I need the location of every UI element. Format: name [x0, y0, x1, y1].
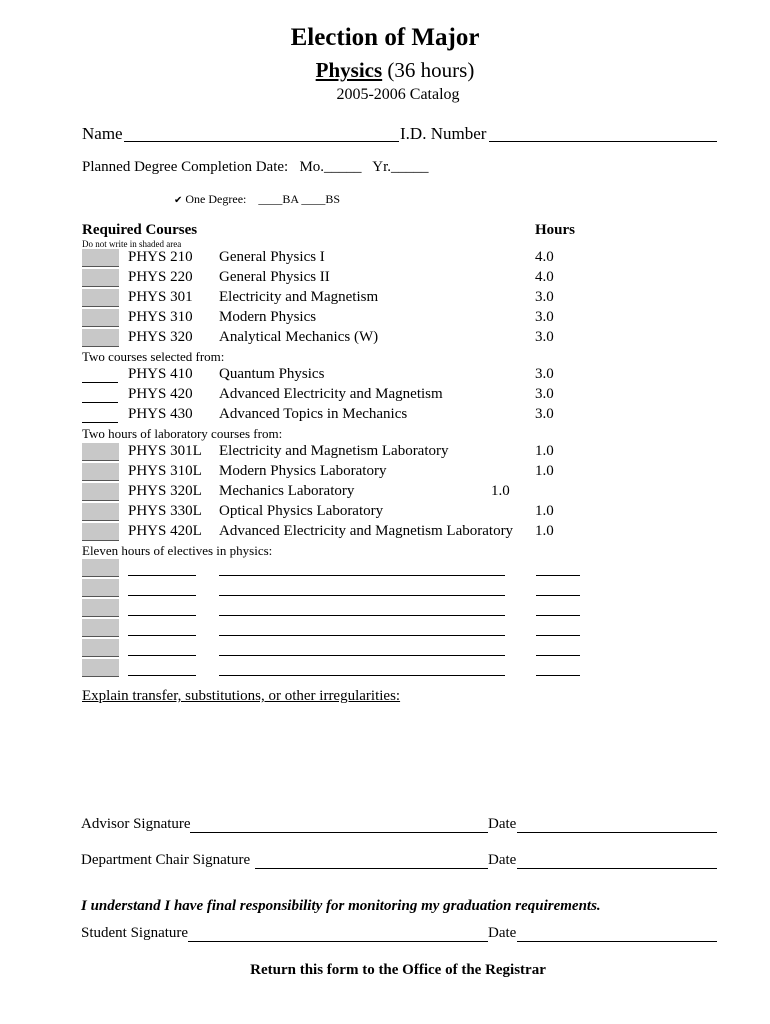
shaded-box — [82, 639, 119, 657]
course-code: PHYS 301L — [128, 443, 202, 459]
advisor-date-label: Date — [488, 816, 517, 832]
shaded-box — [82, 503, 119, 521]
student-signature-label: Student Signature — [81, 925, 189, 941]
course-code: PHYS 220 — [128, 269, 193, 285]
course-hours: 1.0 — [491, 483, 510, 499]
elective-hours-field[interactable] — [536, 675, 580, 676]
completion-date-label: Planned Degree Completion Date: — [82, 159, 289, 175]
shaded-box — [82, 329, 119, 347]
name-label: Name — [82, 124, 123, 143]
course-code: PHYS 410 — [128, 366, 193, 382]
course-code: PHYS 430 — [128, 406, 193, 422]
course-hours: 1.0 — [535, 503, 554, 519]
responsibility-statement: I understand I have final responsibility for monitoring my graduation requirements. — [81, 898, 601, 914]
form-title: Election of Major — [290, 24, 480, 51]
chair-date-field[interactable] — [517, 868, 717, 869]
elective-code-field[interactable] — [128, 635, 196, 636]
id-field[interactable] — [489, 141, 717, 142]
elective-name-field[interactable] — [219, 675, 505, 676]
advisor-signature-field[interactable] — [190, 832, 488, 833]
shaded-box — [82, 659, 119, 677]
checkmark-icon: ✔ — [174, 195, 183, 206]
chair-signature-label: Department Chair Signature — [81, 852, 251, 868]
course-name: Modern Physics Laboratory — [219, 463, 387, 479]
course-check-blank[interactable] — [82, 386, 118, 403]
degree-row — [174, 192, 340, 207]
course-hours: 3.0 — [535, 329, 554, 345]
major-subtitle — [0, 58, 770, 83]
elective-code-field[interactable] — [128, 615, 196, 616]
shaded-box — [82, 523, 119, 541]
course-hours: 1.0 — [535, 463, 554, 479]
month-field[interactable]: Mo._____ — [299, 159, 362, 175]
elective-name-field[interactable] — [219, 635, 505, 636]
course-check-blank[interactable] — [82, 366, 118, 383]
advisor-date-field[interactable] — [517, 832, 717, 833]
elective-name-field[interactable] — [219, 575, 505, 576]
course-name: Advanced Topics in Mechanics — [219, 406, 408, 422]
return-instruction: Return this form to the Office of the Registrar — [250, 962, 546, 978]
course-code: PHYS 420 — [128, 386, 193, 402]
ba-option[interactable]: ____BA — [258, 192, 299, 206]
selected-heading: Two courses selected from: — [82, 349, 225, 364]
course-name: Electricity and Magnetism — [219, 289, 379, 305]
course-name: Mechanics Laboratory — [219, 483, 355, 499]
bs-option[interactable]: ____BS — [301, 192, 341, 206]
completion-date-row — [82, 159, 429, 176]
student-date-label: Date — [488, 925, 517, 941]
course-code: PHYS 420L — [128, 523, 202, 539]
shaded-box — [82, 309, 119, 327]
course-name: Optical Physics Laboratory — [219, 503, 384, 519]
course-name: Quantum Physics — [219, 366, 325, 382]
elective-name-field[interactable] — [219, 595, 505, 596]
course-hours: 3.0 — [535, 406, 554, 422]
advisor-signature-label: Advisor Signature — [81, 816, 191, 832]
elective-hours-field[interactable] — [536, 655, 580, 656]
elective-code-field[interactable] — [128, 655, 196, 656]
course-code: PHYS 210 — [128, 249, 193, 265]
explain-label: Explain transfer, substitutions, or other irregularities: — [82, 688, 401, 704]
course-name: Modern Physics — [219, 309, 317, 325]
course-code: PHYS 310 — [128, 309, 193, 325]
course-hours: 3.0 — [535, 386, 554, 402]
student-date-field[interactable] — [517, 941, 717, 942]
elective-name-field[interactable] — [219, 655, 505, 656]
course-name: General Physics I — [219, 249, 325, 265]
course-hours: 1.0 — [535, 443, 554, 459]
elective-code-field[interactable] — [128, 575, 196, 576]
course-hours: 4.0 — [535, 249, 554, 265]
course-name: Advanced Electricity and Magnetism — [219, 386, 443, 402]
catalog-year: 2005-2006 Catalog — [336, 86, 460, 103]
lab-heading: Two hours of laboratory courses from: — [82, 426, 283, 441]
shaded-box — [82, 443, 119, 461]
shaded-box — [82, 619, 119, 637]
chair-date-label: Date — [488, 852, 517, 868]
id-label: I.D. Number — [400, 124, 487, 143]
course-hours: 4.0 — [535, 269, 554, 285]
course-check-blank[interactable] — [82, 406, 118, 423]
course-code: PHYS 320 — [128, 329, 193, 345]
chair-signature-field[interactable] — [255, 868, 488, 869]
hours-note: (36 hours) — [387, 58, 475, 82]
course-code: PHYS 310L — [128, 463, 202, 479]
course-code: PHYS 301 — [128, 289, 193, 305]
elective-hours-field[interactable] — [536, 595, 580, 596]
course-name: Electricity and Magnetism Laboratory — [219, 443, 449, 459]
course-hours: 3.0 — [535, 309, 554, 325]
elective-name-field[interactable] — [219, 615, 505, 616]
course-hours: 3.0 — [535, 366, 554, 382]
required-heading: Required Courses — [82, 222, 198, 238]
shaded-box — [82, 599, 119, 617]
shaded-box — [82, 579, 119, 597]
elective-hours-field[interactable] — [536, 575, 580, 576]
major-name: Physics — [315, 58, 383, 82]
one-degree-label: One Degree: — [185, 192, 247, 206]
name-field[interactable] — [124, 141, 399, 142]
shaded-box — [82, 463, 119, 481]
course-name: General Physics II — [219, 269, 330, 285]
hours-heading: Hours — [535, 222, 576, 238]
shaded-area-note: Do not write in shaded area — [82, 239, 182, 249]
student-signature-field[interactable] — [188, 941, 488, 942]
year-field[interactable]: Yr._____ — [372, 159, 429, 175]
course-name: Analytical Mechanics (W) — [219, 329, 379, 345]
elective-code-field[interactable] — [128, 675, 196, 676]
course-code: PHYS 330L — [128, 503, 202, 519]
shaded-box — [82, 269, 119, 287]
course-hours: 1.0 — [535, 523, 554, 539]
shaded-box — [82, 249, 119, 267]
elective-code-field[interactable] — [128, 595, 196, 596]
course-name: Advanced Electricity and Magnetism Laboratory — [219, 523, 514, 539]
shaded-box — [82, 289, 119, 307]
elective-hours-field[interactable] — [536, 635, 580, 636]
course-code: PHYS 320L — [128, 483, 202, 499]
course-hours: 3.0 — [535, 289, 554, 305]
elective-hours-field[interactable] — [536, 615, 580, 616]
shaded-box — [82, 559, 119, 577]
shaded-box — [82, 483, 119, 501]
electives-heading: Eleven hours of electives in physics: — [82, 543, 273, 558]
